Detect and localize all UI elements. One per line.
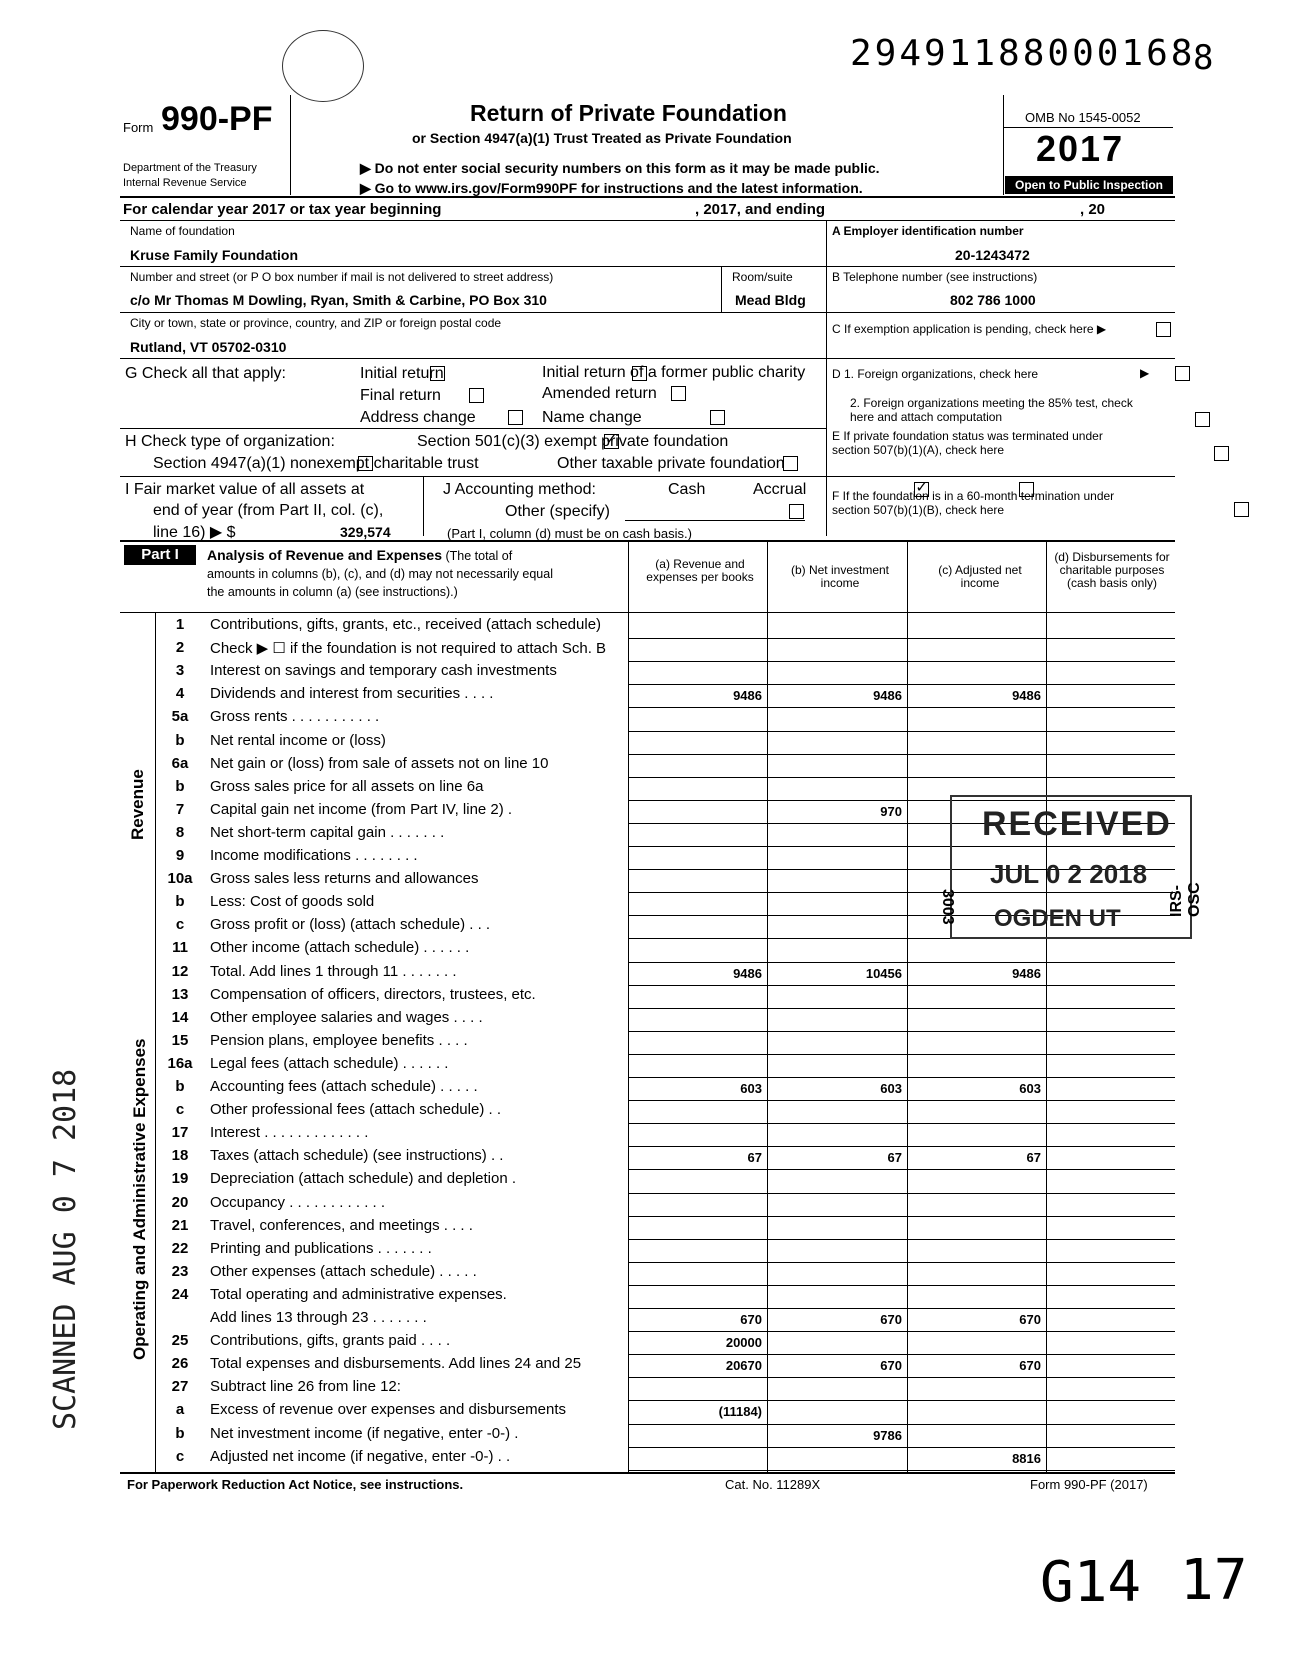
row-divider <box>628 985 1175 986</box>
line-row <box>160 847 630 869</box>
row-divider <box>628 1031 1175 1032</box>
line-number: c <box>175 1101 185 1119</box>
line-number: a <box>175 1401 185 1419</box>
line-row <box>160 1194 630 1216</box>
row-divider <box>628 1262 1175 1263</box>
street-address: c/o Mr Thomas M Dowling, Ryan, Smith & Carbine, PO Box 310 <box>130 292 547 308</box>
row-divider <box>628 1216 1175 1217</box>
row-divider <box>628 661 1175 662</box>
fmv-line1: I Fair market value of all assets at <box>125 481 365 498</box>
row-divider <box>628 707 1175 708</box>
foundation-name: Kruse Family Foundation <box>130 247 299 263</box>
line-number: 25 <box>171 1332 189 1350</box>
foreign-85-label: 2. Foreign organizations meeting the 85% test, check here and attach computation <box>850 396 1133 424</box>
fmv-value: 329,574 <box>340 524 391 540</box>
row-divider <box>628 962 1175 963</box>
line-number: c <box>175 916 185 934</box>
amount-col-c[interactable]: 603 <box>1019 1081 1041 1096</box>
line-row <box>160 824 630 846</box>
amount-col-a[interactable]: (11184) <box>718 1404 762 1420</box>
line-row <box>160 732 630 754</box>
line-number: 16a <box>167 1054 193 1072</box>
accrual-checkbox[interactable] <box>1019 482 1034 497</box>
line-text: Adjusted net income (if negative, enter -0-) . . <box>210 1447 511 1465</box>
form-title: Return of Private Foundation <box>470 100 787 126</box>
ein-label: A Employer identification number <box>832 224 1024 238</box>
line-row <box>160 1032 630 1054</box>
row-divider <box>628 1354 1175 1355</box>
line-text: Capital gain net income (from Part IV, line 2) . <box>210 800 513 818</box>
fmv-line2: end of year (from Part II, col. (c), <box>153 502 384 519</box>
line-text: Total expenses and disbursements. Add lines 24 and 25 <box>210 1355 582 1373</box>
foreign-org-label: D 1. Foreign organizations, check here <box>832 367 1039 381</box>
line-number: 13 <box>171 985 189 1003</box>
line-text: Other expenses (attach schedule) . . . . . <box>210 1262 477 1280</box>
row-divider <box>628 1077 1175 1078</box>
ein-value: 20-1243472 <box>955 247 1030 263</box>
row-divider <box>628 1193 1175 1194</box>
city-state-zip: Rutland, VT 05702-0310 <box>130 339 287 355</box>
amount-col-a[interactable]: 67 <box>747 1150 762 1166</box>
amended-return-label: Amended return <box>542 385 657 402</box>
handwritten-8: 8 <box>1193 38 1214 78</box>
line-text: Gross sales price for all assets on line 6a <box>210 777 484 795</box>
initial-return-label: Initial return <box>360 365 444 382</box>
calendar-year-mid: , 2017, and ending <box>695 201 826 218</box>
amount-col-b[interactable]: 603 <box>880 1081 902 1096</box>
line-number: 11 <box>172 939 188 957</box>
line-text: Other professional fees (attach schedule) . . <box>210 1101 501 1119</box>
handwritten-g14: G14 <box>1040 1550 1142 1615</box>
line-text: Other income (attach schedule) . . . . . . <box>210 939 470 957</box>
section-501c3-label: Section 501(c)(3) exempt private foundation <box>417 433 729 450</box>
line-number: b <box>175 1078 185 1095</box>
terminated-status-label: E If private foundation status was terminated under section 507(b)(1)(A), check here <box>832 429 1103 457</box>
row-divider <box>628 1331 1175 1332</box>
line-row <box>160 893 630 915</box>
line-text: Travel, conferences, and meetings . . . . <box>210 1216 473 1234</box>
line-text: Other employee salaries and wages . . . . <box>210 1008 483 1026</box>
col-d-header: (d) Disbursements for charitable purposes (cash basis only) <box>1054 550 1170 590</box>
line-text: Net rental income or (loss) <box>210 731 386 749</box>
line-text: Net short-term capital gain . . . . . . . <box>210 823 445 841</box>
line-text: Gross sales less returns and allowances <box>210 870 479 888</box>
terminated-status-checkbox[interactable] <box>1214 446 1229 461</box>
line-row <box>160 1309 630 1331</box>
line-text: Taxes (attach schedule) (see instructions) . . <box>210 1147 504 1165</box>
name-change-checkbox[interactable] <box>710 410 725 425</box>
line-row <box>160 639 630 661</box>
line-text: Interest on savings and temporary cash investments <box>210 662 557 680</box>
line-number: 22 <box>171 1239 189 1257</box>
row-divider <box>628 1054 1175 1055</box>
line-text: Income modifications . . . . . . . . <box>210 847 418 864</box>
line-text: Contributions, gifts, grants, etc., received (attach schedule) <box>210 616 602 633</box>
line-number: 19 <box>171 1170 189 1188</box>
amount-col-a[interactable]: 9486 <box>733 965 762 981</box>
line-row <box>160 685 630 707</box>
line-row <box>160 1217 630 1239</box>
line-number: 9 <box>175 847 185 864</box>
amount-col-b[interactable]: 970 <box>880 803 902 819</box>
accounting-method-label: J Accounting method: <box>443 481 596 498</box>
accrual-label: Accrual <box>753 481 807 498</box>
other-taxable-checkbox[interactable] <box>783 456 798 471</box>
line-number: 5a <box>171 708 189 726</box>
line-row <box>160 916 630 938</box>
line-text: Pension plans, employee benefits . . . . <box>210 1031 468 1049</box>
line-row <box>160 1009 630 1031</box>
line-text: Check ▶ ☐ if the foundation is not required to attach Sch. B <box>210 640 607 658</box>
sixty-month-checkbox[interactable] <box>1234 502 1249 517</box>
line-row <box>160 1448 630 1470</box>
line-number: 26 <box>171 1355 189 1373</box>
line-row <box>160 1078 630 1100</box>
line-number: 27 <box>171 1378 189 1396</box>
received-stamp <box>939 795 1203 939</box>
cash-label: Cash <box>668 481 706 498</box>
line-text: Compensation of officers, directors, trustees, etc. <box>210 985 536 1003</box>
line-number: 8 <box>175 823 185 841</box>
line-row <box>160 1355 630 1377</box>
line-number: b <box>175 731 185 749</box>
line-number: 1 <box>175 616 185 633</box>
line-number: 4 <box>175 685 185 703</box>
line-text: Net gain or (loss) from sale of assets not on line 10 <box>210 754 549 772</box>
line-row <box>160 1170 630 1192</box>
row-divider <box>628 1424 1175 1425</box>
section-4947-label: Section 4947(a)(1) nonexempt charitable trust <box>153 455 479 472</box>
line-text: Contributions, gifts, grants paid . . . . <box>210 1332 451 1350</box>
side-label-revenue: Revenue <box>128 769 147 840</box>
line-row <box>160 1378 630 1400</box>
h-label: H Check type of organization: <box>125 433 335 450</box>
dept-treasury: Department of the Treasury <box>123 162 257 174</box>
part1-tag: Part I <box>124 545 196 565</box>
row-divider <box>628 1400 1175 1401</box>
amount-col-a[interactable]: 603 <box>740 1081 762 1096</box>
other-method-label: Other (specify) <box>505 503 610 520</box>
line-number: 23 <box>171 1262 189 1280</box>
line-number: 7 <box>175 800 185 818</box>
col-a-header: (a) Revenue and expenses per books <box>646 557 754 584</box>
row-divider <box>628 1123 1175 1124</box>
line-number: b <box>175 777 185 795</box>
phone-value: 802 786 1000 <box>950 292 1036 308</box>
part1-desc1: (The total of <box>445 549 513 563</box>
line-row <box>160 1286 630 1308</box>
row-divider <box>628 1377 1175 1378</box>
line-row <box>160 1263 630 1285</box>
footer-paperwork: For Paperwork Reduction Act Notice, see instructions. <box>127 1477 464 1492</box>
name-label: Name of foundation <box>130 224 235 238</box>
line-row <box>160 1425 630 1447</box>
line-row <box>160 1401 630 1423</box>
foreign-org-checkbox[interactable] <box>1175 366 1190 381</box>
exemption-pending-checkbox[interactable] <box>1156 322 1171 337</box>
line-text: Dividends and interest from securities . . . . <box>210 685 494 703</box>
line-number: b <box>175 893 185 911</box>
col-c-header: (c) Adjusted net income <box>938 563 1022 590</box>
row-divider <box>628 731 1175 732</box>
row-divider <box>628 1308 1175 1309</box>
dln-number: 29491188000168 <box>850 33 1196 74</box>
exemption-pending-label: C If exemption application is pending, check here ▶ <box>832 322 1107 336</box>
amount-col-c[interactable]: 670 <box>1019 1358 1041 1374</box>
amount-col-b[interactable]: 10456 <box>865 965 902 981</box>
line-text: Gross profit or (loss) (attach schedule) . . . <box>210 916 491 934</box>
amended-return-checkbox[interactable] <box>671 386 686 401</box>
line-row <box>160 801 630 823</box>
line-number: 20 <box>171 1193 189 1211</box>
row-divider <box>628 1008 1175 1009</box>
final-return-label: Final return <box>360 387 441 404</box>
part1-desc3: the amounts in column (a) (see instructions).) <box>207 585 458 599</box>
line-number: 17 <box>171 1124 189 1142</box>
stamp-side-right: IRS-OSC <box>1168 882 1203 917</box>
g-label: G Check all that apply: <box>125 365 286 382</box>
line-row <box>160 778 630 800</box>
line-number: 12 <box>171 962 189 980</box>
arrow-icon: ▶ <box>1140 366 1150 380</box>
form-subtitle: or Section 4947(a)(1) Trust Treated as Private Foundation <box>412 130 792 146</box>
line-number: 10a <box>167 870 193 888</box>
line-row <box>160 1147 630 1169</box>
line-number: 2 <box>175 639 185 657</box>
line-text: Gross rents . . . . . . . . . . . <box>210 708 380 726</box>
line-row <box>160 963 630 985</box>
stamp-city: OGDEN UT <box>994 905 1121 932</box>
amount-col-b[interactable]: 67 <box>887 1150 902 1166</box>
line-row <box>160 1055 630 1077</box>
line-text: Depreciation (attach schedule) and depletion . <box>210 1170 517 1188</box>
line-text: Less: Cost of goods sold <box>210 893 375 911</box>
line-row <box>160 708 630 730</box>
notice-website: ▶ Go to www.irs.gov/Form990PF for instructions and the latest information. <box>360 180 863 196</box>
line-text: Accounting fees (attach schedule) . . . . . <box>210 1078 478 1095</box>
other-taxable-label: Other taxable private foundation <box>557 455 785 472</box>
fmv-line3: line 16) ▶ $ <box>153 524 236 541</box>
line-text: Excess of revenue over expenses and disbursements <box>210 1401 567 1419</box>
line-number: 18 <box>171 1147 189 1165</box>
line-number: 14 <box>171 1008 189 1026</box>
amount-col-c[interactable]: 9486 <box>1012 688 1041 704</box>
row-divider <box>628 1100 1175 1101</box>
name-change-label: Name change <box>542 409 642 426</box>
stamp-received: RECEIVED <box>982 805 1172 843</box>
foreign-85-checkbox[interactable] <box>1195 412 1210 427</box>
footer-cat: Cat. No. 11289X <box>725 1477 821 1492</box>
side-label-expenses: Operating and Administrative Expenses <box>130 1038 149 1360</box>
line-row <box>160 616 630 638</box>
line-text: Total. Add lines 1 through 11 . . . . . . . <box>210 962 457 980</box>
irs-label: Internal Revenue Service <box>123 177 247 189</box>
row-divider <box>628 1239 1175 1240</box>
row-divider <box>628 1285 1175 1286</box>
omb-number: OMB No 1545-0052 <box>1025 110 1141 125</box>
room-label: Room/suite <box>732 270 793 284</box>
other-method-checkbox[interactable] <box>789 504 804 519</box>
line-number: 6a <box>171 754 189 772</box>
form-label: Form <box>123 120 154 135</box>
amount-col-b[interactable]: 9486 <box>873 688 902 704</box>
notice-ssn: ▶ Do not enter social security numbers on this form as it may be made public. <box>360 160 880 176</box>
amount-col-a[interactable]: 9486 <box>733 688 762 704</box>
form-number: 990-PF <box>161 100 273 138</box>
amount-col-b[interactable]: 9786 <box>873 1427 902 1443</box>
cash-checkbox[interactable] <box>914 482 929 497</box>
row-divider <box>628 1169 1175 1170</box>
handwritten-circle-mark <box>282 30 364 102</box>
initial-former-label: Initial return of a former public charity <box>542 364 806 381</box>
line-text: Net investment income (if negative, enter -0-) . <box>210 1424 519 1442</box>
row-divider <box>628 777 1175 778</box>
col-b-header: (b) Net investment income <box>790 563 890 590</box>
line-row <box>160 939 630 961</box>
calendar-year-line: For calendar year 2017 or tax year beginning <box>123 201 442 218</box>
open-public-inspection: Open to Public Inspection <box>1005 176 1173 194</box>
line-number: 3 <box>175 662 185 680</box>
line-row <box>160 1240 630 1262</box>
amount-col-a[interactable]: 670 <box>740 1312 762 1327</box>
line-text: Interest . . . . . . . . . . . . . <box>210 1124 369 1142</box>
line-number: 21 <box>171 1216 189 1234</box>
line-text: Subtract line 26 from line 12: <box>210 1378 401 1396</box>
amount-col-c[interactable]: 9486 <box>1012 965 1041 981</box>
line-number: 15 <box>171 1031 189 1049</box>
phone-label: B Telephone number (see instructions) <box>832 270 1038 284</box>
line-text: Printing and publications . . . . . . . <box>210 1239 432 1257</box>
sixty-month-label: F If the foundation is in a 60-month termination under section 507(b)(1)(B), check here <box>832 489 1115 517</box>
stamp-side-left: 3003 <box>939 889 956 925</box>
amount-col-c[interactable]: 8816 <box>1012 1450 1041 1466</box>
footer-form: Form 990-PF (2017) <box>1030 1477 1148 1492</box>
city-label: City or town, state or province, country, and ZIP or foreign postal code <box>130 316 502 330</box>
street-label: Number and street (or P O box number if mail is not delivered to street address) <box>130 270 554 284</box>
handwritten-17: 17 <box>1180 1548 1248 1613</box>
address-change-label: Address change <box>360 409 476 426</box>
stamp-date: JUL 0 2 2018 <box>990 859 1148 889</box>
line-text: Total operating and administrative expenses. <box>210 1285 507 1303</box>
row-divider <box>628 684 1175 685</box>
row-divider <box>628 1447 1175 1448</box>
line-row <box>160 1101 630 1123</box>
handwritten-scanned: SCANNED AUG 0 7 2018 <box>48 1068 83 1430</box>
address-change-checkbox[interactable] <box>508 410 523 425</box>
row-divider <box>628 754 1175 755</box>
amount-col-c[interactable]: 670 <box>1019 1312 1041 1327</box>
part1-desc2: amounts in columns (b), (c), and (d) may not necessarily equal <box>207 567 553 581</box>
line-text: Add lines 13 through 23 . . . . . . . <box>210 1309 427 1326</box>
part1-title: Analysis of Revenue and Expenses <box>207 547 442 563</box>
room-suite: Mead Bldg <box>735 292 806 308</box>
row-divider <box>628 1146 1175 1147</box>
part1-header <box>207 546 627 601</box>
line-row <box>160 1332 630 1354</box>
line-text: Occupancy . . . . . . . . . . . . <box>210 1193 386 1211</box>
line-number: c <box>175 1447 185 1465</box>
calendar-year-end: , 20 <box>1080 201 1106 218</box>
cash-basis-note: (Part I, column (d) must be on cash basis.) <box>447 526 692 541</box>
row-divider <box>628 638 1175 639</box>
amount-col-a[interactable]: 20670 <box>725 1358 762 1374</box>
amount-col-b[interactable]: 670 <box>880 1312 902 1327</box>
amount-col-a[interactable]: 20000 <box>725 1335 762 1351</box>
line-text: Legal fees (attach schedule) . . . . . . <box>210 1054 449 1072</box>
line-row <box>160 662 630 684</box>
line-number: b <box>175 1424 185 1442</box>
final-return-checkbox[interactable] <box>469 388 484 403</box>
line-number: 24 <box>171 1285 189 1303</box>
line-row <box>160 870 630 892</box>
line-row <box>160 755 630 777</box>
line-row <box>160 986 630 1008</box>
amount-col-c[interactable]: 67 <box>1026 1150 1041 1166</box>
amount-col-b[interactable]: 670 <box>880 1358 902 1374</box>
row-divider <box>628 1470 1175 1471</box>
line-row <box>160 1124 630 1146</box>
tax-year: 2017 <box>1036 128 1125 169</box>
